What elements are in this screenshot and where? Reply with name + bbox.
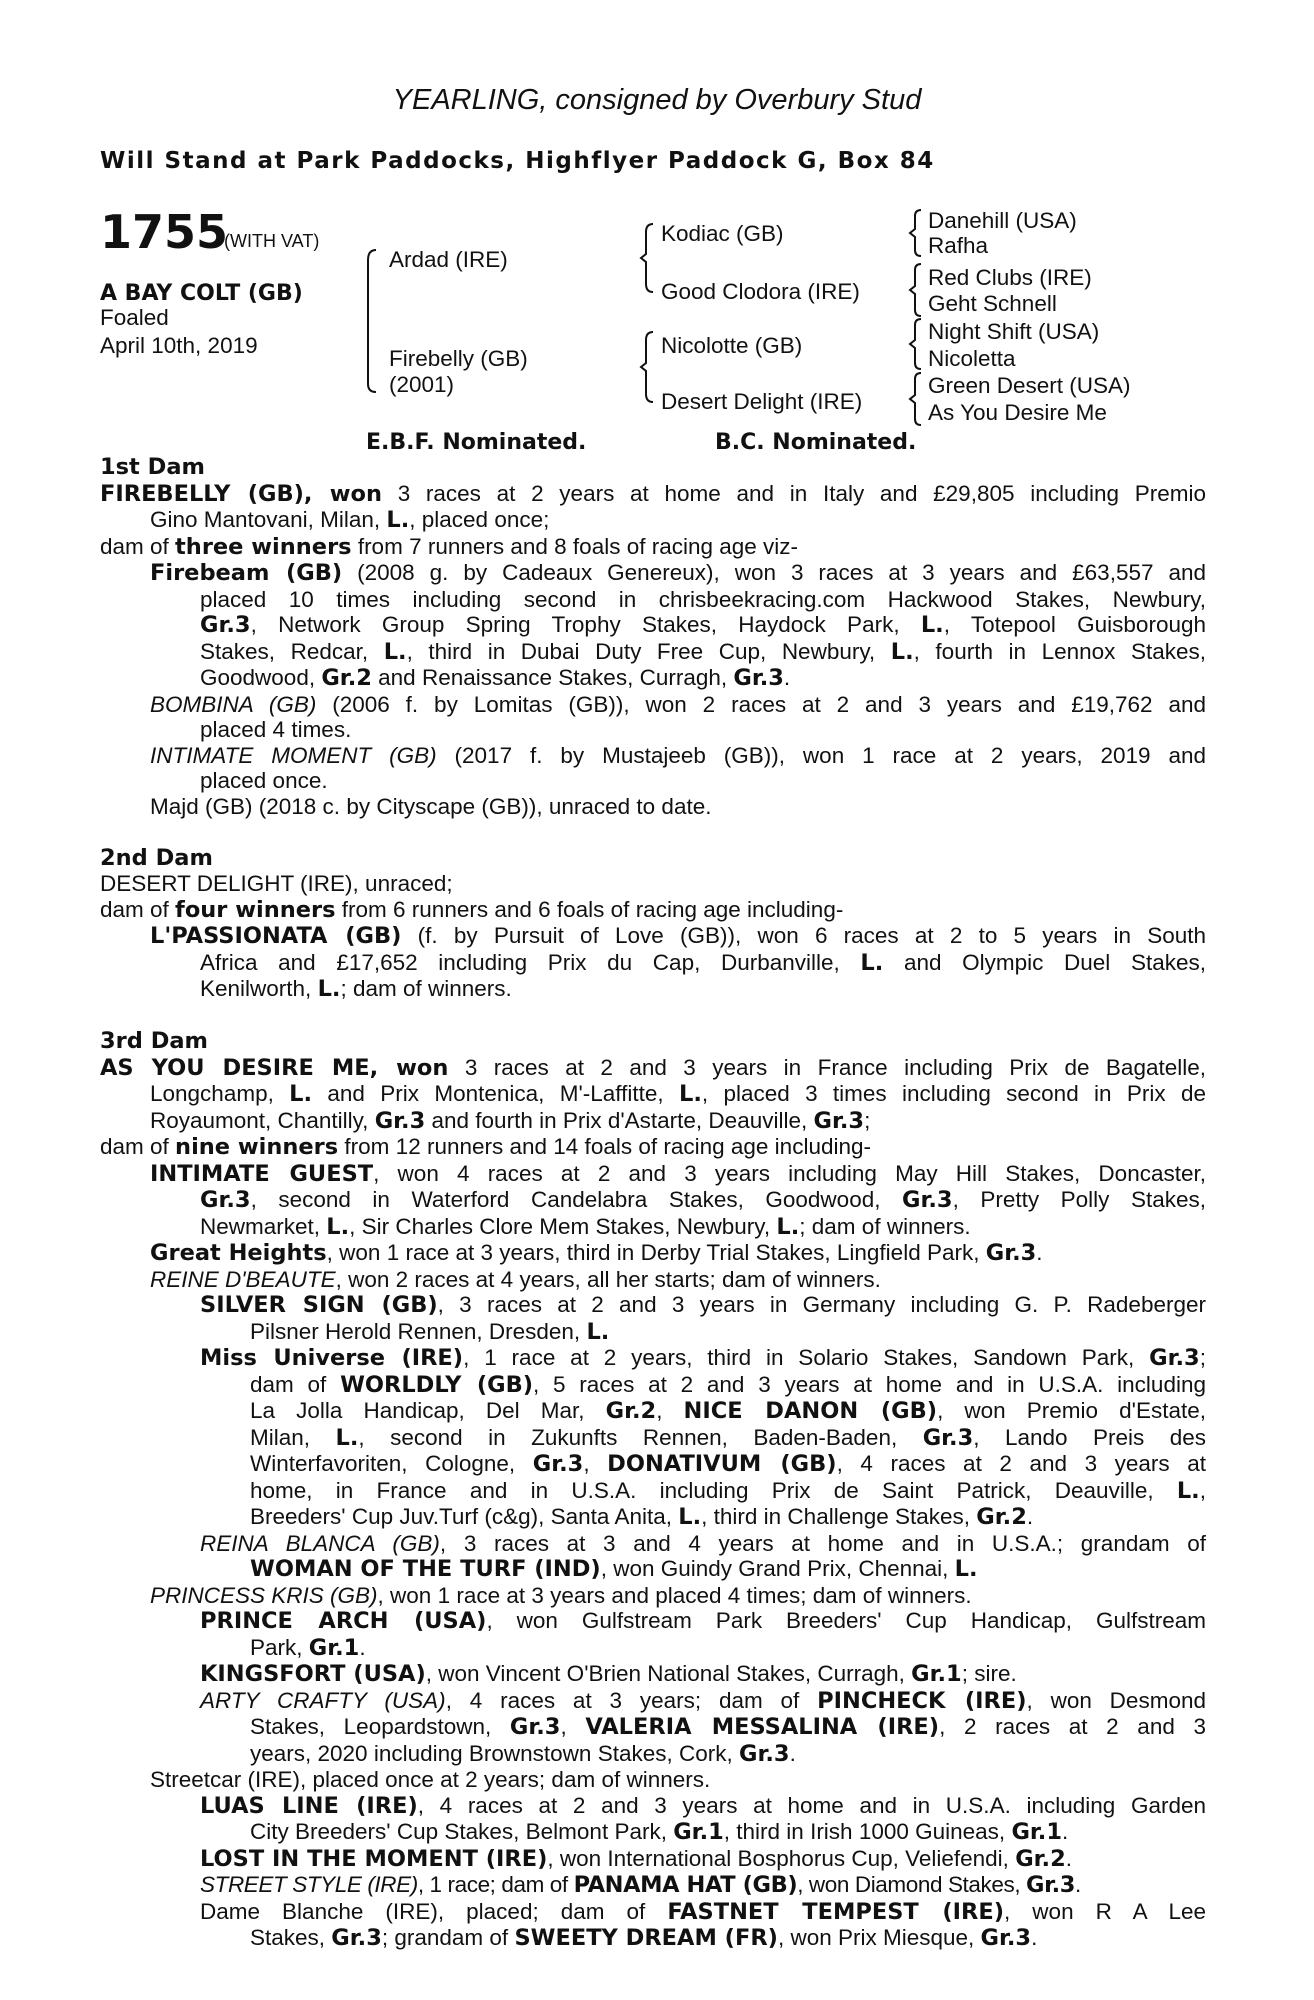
dams-sire: Nicolotte (GB) — [661, 333, 803, 358]
kodiac-bracket — [908, 208, 926, 258]
text-line: placed once. — [200, 768, 328, 793]
text-line: KINGSFORT (USA), won Vincent O'Brien National Stakes, Curragh, Gr.1; sire. — [200, 1661, 1017, 1687]
text-line: dam of WORLDLY (GB), 5 races at 2 and 3 years at home and in U.S.A. including — [250, 1371, 1206, 1398]
text-line: placed 10 times including second in chrisbeekracing.com Hackwood Stakes, Newbury, — [200, 586, 1206, 612]
dam-year: (2001) — [389, 372, 455, 397]
text-line: Park, Gr.1. — [250, 1634, 366, 1661]
gg-4: Geht Schnell — [928, 291, 1057, 316]
text-line: DESERT DELIGHT (IRE), unraced; — [100, 871, 453, 896]
dam-name: Firebelly (GB) — [389, 346, 528, 371]
text-line: Royaumont, Chantilly, Gr.3 and fourth in Prix d'Astarte, Deauville, Gr.3; — [150, 1107, 871, 1134]
text-line: Streetcar (IRE), placed once at 2 years; dam of winners. — [150, 1767, 711, 1792]
foaled-label: Foaled — [100, 305, 169, 330]
text-line: years, 2020 including Brownstown Stakes, Cork, Gr.3. — [250, 1740, 796, 1767]
consignor-heading: YEARLING, consigned by Overbury Stud — [392, 84, 922, 116]
sire-dam-bracket — [362, 248, 382, 394]
text-line: WOMAN OF THE TURF (IND), won Guindy Grand Prix, Chennai, L. — [250, 1556, 978, 1582]
text-line: INTIMATE GUEST, won 4 races at 2 and 3 years including May Hill Stakes, Doncaster, — [150, 1160, 1206, 1187]
text-line: SILVER SIGN (GB), 3 races at 2 and 3 years in Germany including G. P. Radeberger — [200, 1292, 1206, 1318]
text-line: La Jolla Handicap, Del Mar, Gr.2, NICE DANON (GB), won Premio d'Estate, — [250, 1398, 1206, 1424]
text-line: Goodwood, Gr.2 and Renaissance Stakes, Curragh, Gr.3. — [200, 665, 791, 691]
text-line: Africa and £17,652 including Prix du Cap, Durbanville, L. and Olympic Duel Stakes, — [200, 949, 1206, 976]
gg-2: Rafha — [928, 233, 989, 258]
text-line: Majd (GB) (2018 c. by Cityscape (GB)), unraced to date. — [150, 793, 712, 819]
text-line: AS YOU DESIRE ME, won 3 races at 2 and 3 years in France including Prix de Bagatelle, — [100, 1054, 1206, 1081]
text-line: STREET STYLE (IRE), 1 race; dam of PANAMA HAT (GB), won Diamond Stakes, Gr.3. — [200, 1872, 1081, 1898]
foaled-date: April 10th, 2019 — [100, 333, 258, 358]
text-line: REINE D'BEAUTE, won 2 races at 4 years, all her starts; dam of winners. — [150, 1266, 881, 1292]
lot-name: A BAY COLT (GB) — [100, 281, 303, 306]
gg-6: Nicoletta — [928, 346, 1016, 371]
location-heading: Will Stand at Park Paddocks, Highflyer Paddock G, Box 84 — [100, 148, 935, 174]
text-line: Stakes, Leopardstown, Gr.3, VALERIA MESSALINA (IRE), 2 races at 2 and 3 — [250, 1714, 1206, 1740]
text-line: Great Heights, won 1 race at 3 years, third in Derby Trial Stakes, Lingfield Park, Gr.3. — [150, 1240, 1043, 1266]
sires-dam: Good Clodora (IRE) — [661, 279, 860, 304]
text-line: Stakes, Redcar, L., third in Dubai Duty Free Cup, Newbury, L., fourth in Lennox Stakes, — [200, 638, 1206, 665]
first-dam-section — [100, 454, 1206, 1952]
text-line: PRINCE ARCH (USA), won Gulfstream Park Breeders' Cup Handicap, Gulfstream — [200, 1608, 1206, 1634]
first-dam-heading: 1st Dam — [100, 454, 205, 480]
text-line: Longchamp, L. and Prix Montenica, M'-Laffitte, L., placed 3 times including second in Prix de — [150, 1081, 1206, 1107]
text-line: dam of four winners from 6 runners and 6 foals of racing age including- — [100, 896, 844, 923]
ebf-nomination: E.B.F. Nominated. — [366, 430, 587, 455]
gg-7: Green Desert (USA) — [928, 373, 1131, 398]
text-line: INTIMATE MOMENT (GB) (2017 f. by Mustajeeb (GB)), won 1 race at 2 years, 2019 and — [150, 742, 1206, 768]
text-line: dam of nine winners from 12 runners and 14 foals of racing age including- — [100, 1134, 871, 1160]
text-line: Gino Mantovani, Milan, L., placed once; — [150, 507, 550, 533]
gg-5: Night Shift (USA) — [928, 319, 1100, 344]
text-line: Gr.3, second in Waterford Candelabra Stakes, Goodwood, Gr.3, Pretty Polly Stakes, — [200, 1187, 1206, 1213]
third-dam-heading: 3rd Dam — [100, 1028, 208, 1054]
text-line: ARTY CRAFTY (USA), 4 races at 3 years; dam of PINCHECK (IRE), won Desmond — [200, 1687, 1206, 1714]
dams-dam: Desert Delight (IRE) — [661, 389, 863, 414]
second-dam-heading: 2nd Dam — [100, 844, 213, 871]
text-line: Milan, L., second in Zukunfts Rennen, Baden-Baden, Gr.3, Lando Preis des — [250, 1424, 1206, 1451]
dam-line-bracket — [640, 330, 660, 404]
sire-line-bracket — [640, 222, 660, 294]
text-line: Gr.3, Network Group Spring Trophy Stakes, Haydock Park, L., Totepool Guisborough — [200, 612, 1206, 638]
text-line: Pilsner Herold Rennen, Dresden, L. — [250, 1318, 610, 1345]
text-line: Breeders' Cup Juv.Turf (c&g), Santa Anita, L., third in Challenge Stakes, Gr.2. — [250, 1504, 1034, 1530]
text-line: LUAS LINE (IRE), 4 races at 2 and 3 years at home and in U.S.A. including Garden — [200, 1792, 1206, 1819]
text-line: Firebeam (GB) (2008 g. by Cadeaux Genereux), won 3 races at 3 years and £63,557 and — [150, 560, 1206, 586]
text-line: PRINCESS KRIS (GB), won 1 race at 3 years and placed 4 times; dam of winners. — [150, 1582, 972, 1608]
text-line: FIREBELLY (GB), won 3 races at 2 years at home and in Italy and £29,805 including Premio — [100, 480, 1206, 507]
text-line: L'PASSIONATA (GB) (f. by Pursuit of Love (GB)), won 6 races at 2 to 5 years in South — [150, 923, 1206, 949]
text-line: dam of three winners from 7 runners and 8 foals of racing age viz- — [100, 533, 799, 560]
text-line: Stakes, Gr.3; grandam of SWEETY DREAM (FR), won Prix Miesque, Gr.3. — [250, 1925, 1038, 1951]
gg-8: As You Desire Me — [928, 400, 1107, 425]
text-line: Kenilworth, L.; dam of winners. — [200, 976, 512, 1002]
desert-delight-bracket — [908, 371, 926, 427]
lot-number: 1755 — [100, 205, 229, 259]
text-line: City Breeders' Cup Stakes, Belmont Park, Gr.1, third in Irish 1000 Guineas, Gr.1. — [250, 1819, 1069, 1845]
nicolotte-bracket — [908, 317, 926, 371]
text-line: Winterfavoriten, Cologne, Gr.3, DONATIVUM (GB), 4 races at 2 and 3 years at — [250, 1451, 1206, 1477]
vat-note: (WITH VAT) — [224, 231, 320, 251]
text-line: REINA BLANCA (GB), 3 races at 3 and 4 years at home and in U.S.A.; grandam of — [200, 1530, 1207, 1556]
text-line: Dame Blanche (IRE), placed; dam of FASTNET TEMPEST (IRE), won R A Lee — [200, 1898, 1206, 1925]
gg-3: Red Clubs (IRE) — [928, 265, 1092, 290]
text-line: Miss Universe (IRE), 1 race at 2 years, third in Solario Stakes, Sandown Park, Gr.3; — [200, 1345, 1206, 1371]
gg-1: Danehill (USA) — [928, 208, 1077, 233]
text-line: home, in France and in U.S.A. including Prix de Saint Patrick, Deauville, L., — [250, 1477, 1206, 1504]
text-line: BOMBINA (GB) (2006 f. by Lomitas (GB)), won 2 races at 2 and 3 years and £19,762 and — [150, 691, 1206, 717]
text-line: placed 4 times. — [200, 717, 352, 742]
sires-sire: Kodiac (GB) — [661, 221, 784, 246]
text-line: LOST IN THE MOMENT (IRE), won International Bosphorus Cup, Veliefendi, Gr.2. — [200, 1845, 1073, 1872]
sire: Ardad (IRE) — [389, 247, 508, 272]
clodora-bracket — [908, 262, 926, 318]
text-line: Newmarket, L., Sir Charles Clore Mem Stakes, Newbury, L.; dam of winners. — [200, 1213, 971, 1240]
bc-nomination: B.C. Nominated. — [715, 430, 917, 455]
